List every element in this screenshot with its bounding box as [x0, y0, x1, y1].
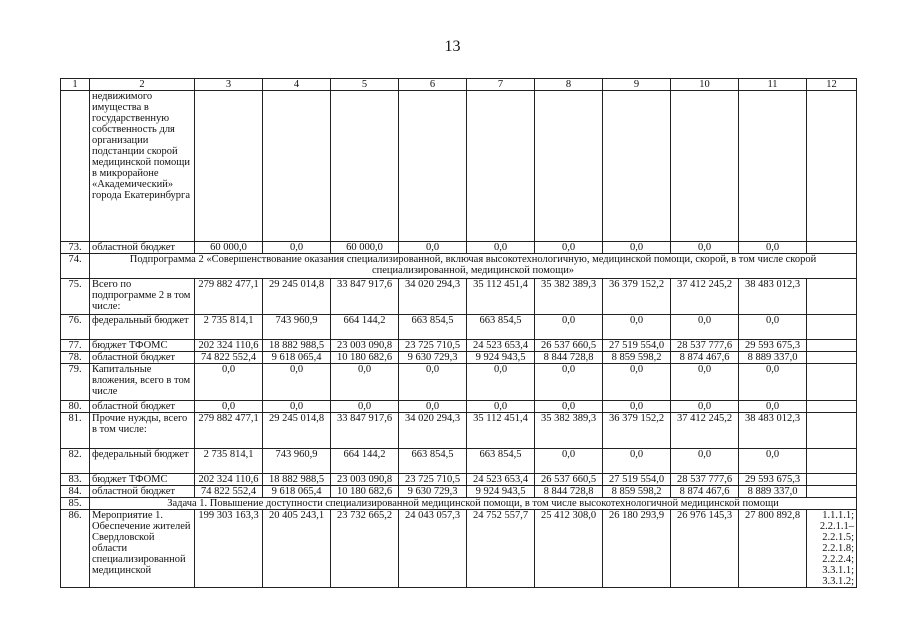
column-header: 2 [90, 79, 195, 91]
value-cell: 0,0 [263, 242, 331, 254]
value-cell: 0,0 [671, 401, 739, 413]
value-cell: 0,0 [739, 401, 807, 413]
target-reference [807, 364, 857, 401]
value-cell [263, 91, 331, 242]
page-number: 13 [444, 38, 461, 55]
value-cell: 34 020 294,3 [399, 413, 467, 449]
value-cell: 0,0 [603, 364, 671, 401]
value-cell: 0,0 [467, 242, 535, 254]
value-cell [331, 91, 399, 242]
row-number [61, 91, 90, 242]
column-header: 7 [467, 79, 535, 91]
table-row [61, 352, 857, 364]
value-cell: 24 043 057,3 [399, 510, 467, 588]
value-cell: 0,0 [603, 315, 671, 340]
table-row [61, 413, 857, 449]
row-label: бюджет ТФОМС [90, 474, 195, 486]
value-cell: 0,0 [399, 242, 467, 254]
table-row [61, 449, 857, 474]
value-cell [399, 91, 467, 242]
value-cell: 0,0 [535, 242, 603, 254]
value-cell: 23 003 090,8 [331, 340, 399, 352]
value-cell: 38 483 012,3 [739, 279, 807, 315]
row-number: 75. [61, 279, 90, 315]
target-reference [807, 413, 857, 449]
value-cell: 0,0 [331, 401, 399, 413]
row-number: 83. [61, 474, 90, 486]
value-cell: 0,0 [535, 449, 603, 474]
table-row [61, 510, 857, 588]
value-cell: 8 874 467,6 [671, 486, 739, 498]
value-cell: 279 882 477,1 [195, 279, 263, 315]
row-number: 81. [61, 413, 90, 449]
value-cell: 23 003 090,8 [331, 474, 399, 486]
value-cell [467, 91, 535, 242]
value-cell: 37 412 245,2 [671, 413, 739, 449]
row-number: 78. [61, 352, 90, 364]
value-cell: 0,0 [739, 242, 807, 254]
target-reference [807, 315, 857, 340]
table-row [61, 498, 857, 510]
budget-table [60, 78, 857, 588]
value-cell: 26 537 660,5 [535, 340, 603, 352]
target-reference: 1.1.1.1; 2.2.1.1– 2.2.1.5; 2.2.1.8; 2.2.2.4; 3.3.1.1; 3.3.1.2; [807, 510, 857, 588]
target-reference [807, 340, 857, 352]
value-cell: 9 630 729,3 [399, 486, 467, 498]
value-cell: 9 924 943,5 [467, 486, 535, 498]
value-cell: 0,0 [603, 449, 671, 474]
value-cell: 35 382 389,3 [535, 413, 603, 449]
column-header: 4 [263, 79, 331, 91]
value-cell: 10 180 682,6 [331, 486, 399, 498]
value-cell: 33 847 917,6 [331, 413, 399, 449]
value-cell: 27 519 554,0 [603, 340, 671, 352]
value-cell: 664 144,2 [331, 449, 399, 474]
value-cell: 0,0 [195, 401, 263, 413]
value-cell: 9 630 729,3 [399, 352, 467, 364]
value-cell: 8 874 467,6 [671, 352, 739, 364]
row-number: 84. [61, 486, 90, 498]
value-cell: 0,0 [535, 364, 603, 401]
value-cell: 35 112 451,4 [467, 279, 535, 315]
row-number: 82. [61, 449, 90, 474]
value-cell: 8 859 598,2 [603, 486, 671, 498]
value-cell: 663 854,5 [399, 449, 467, 474]
value-cell: 743 960,9 [263, 315, 331, 340]
value-cell: 20 405 243,1 [263, 510, 331, 588]
table-row [61, 315, 857, 340]
row-label: областной бюджет [90, 242, 195, 254]
value-cell: 8 889 337,0 [739, 486, 807, 498]
value-cell: 9 924 943,5 [467, 352, 535, 364]
value-cell: 202 324 110,6 [195, 340, 263, 352]
value-cell: 664 144,2 [331, 315, 399, 340]
value-cell: 60 000,0 [195, 242, 263, 254]
row-number: 74. [61, 254, 90, 279]
value-cell [603, 91, 671, 242]
table-row [61, 279, 857, 315]
value-cell: 26 537 660,5 [535, 474, 603, 486]
value-cell: 29 245 014,8 [263, 413, 331, 449]
table-row [61, 474, 857, 486]
value-cell [671, 91, 739, 242]
value-cell: 743 960,9 [263, 449, 331, 474]
value-cell: 74 822 552,4 [195, 486, 263, 498]
section-heading: Задача 1. Повышение доступности специализированной медицинской помощи, в том числе высокотехнологичной медицинской помощи [90, 498, 857, 510]
value-cell: 25 412 308,0 [535, 510, 603, 588]
section-heading: Подпрограмма 2 «Совершенствование оказания специализированной, включая высокотехнологичную, медицинской помощи, скорой, в том числе скорой специализированной, медицинской помощи» [90, 254, 857, 279]
value-cell: 35 112 451,4 [467, 413, 535, 449]
value-cell [739, 91, 807, 242]
value-cell [535, 91, 603, 242]
row-label: бюджет ТФОМС [90, 340, 195, 352]
value-cell: 29 245 014,8 [263, 279, 331, 315]
value-cell: 28 537 777,6 [671, 474, 739, 486]
value-cell: 37 412 245,2 [671, 279, 739, 315]
value-cell: 26 976 145,3 [671, 510, 739, 588]
value-cell: 34 020 294,3 [399, 279, 467, 315]
value-cell: 0,0 [535, 315, 603, 340]
value-cell: 8 889 337,0 [739, 352, 807, 364]
value-cell: 202 324 110,6 [195, 474, 263, 486]
value-cell: 0,0 [671, 364, 739, 401]
table-row [61, 242, 857, 254]
row-label: областной бюджет [90, 486, 195, 498]
value-cell: 18 882 988,5 [263, 474, 331, 486]
table-row [61, 401, 857, 413]
value-cell: 0,0 [739, 449, 807, 474]
table-row [61, 91, 857, 242]
value-cell: 9 618 065,4 [263, 486, 331, 498]
value-cell: 0,0 [467, 401, 535, 413]
row-number: 73. [61, 242, 90, 254]
value-cell: 26 180 293,9 [603, 510, 671, 588]
value-cell: 279 882 477,1 [195, 413, 263, 449]
row-label: областной бюджет [90, 401, 195, 413]
value-cell: 0,0 [739, 315, 807, 340]
value-cell: 60 000,0 [331, 242, 399, 254]
value-cell: 2 735 814,1 [195, 449, 263, 474]
value-cell: 28 537 777,6 [671, 340, 739, 352]
value-cell: 33 847 917,6 [331, 279, 399, 315]
table-row [61, 340, 857, 352]
value-cell: 0,0 [399, 401, 467, 413]
value-cell: 23 725 710,5 [399, 474, 467, 486]
target-reference [807, 401, 857, 413]
row-label: федеральный бюджет [90, 449, 195, 474]
row-label: Прочие нужды, всего в том числе: [90, 413, 195, 449]
value-cell [195, 91, 263, 242]
table-row [61, 254, 857, 279]
value-cell: 0,0 [467, 364, 535, 401]
value-cell: 74 822 552,4 [195, 352, 263, 364]
table-row [61, 486, 857, 498]
column-header: 9 [603, 79, 671, 91]
target-reference [807, 242, 857, 254]
row-number: 80. [61, 401, 90, 413]
row-label: федеральный бюджет [90, 315, 195, 340]
value-cell: 29 593 675,3 [739, 340, 807, 352]
target-reference [807, 449, 857, 474]
row-number: 77. [61, 340, 90, 352]
row-label: недвижимого имущества в государственную собственность для организации подстанции скорой медицинской помощи в микрорайоне «Академический» города Екатеринбурга [90, 91, 195, 242]
value-cell: 663 854,5 [467, 449, 535, 474]
target-reference [807, 474, 857, 486]
value-cell: 0,0 [535, 401, 603, 413]
row-label: областной бюджет [90, 352, 195, 364]
value-cell: 8 844 728,8 [535, 352, 603, 364]
row-number: 85. [61, 498, 90, 510]
row-label: Мероприятие 1. Обеспечение жителей Свердловской области специализированной медицинской [90, 510, 195, 588]
row-number: 79. [61, 364, 90, 401]
value-cell: 23 732 665,2 [331, 510, 399, 588]
value-cell: 9 618 065,4 [263, 352, 331, 364]
value-cell: 24 752 557,7 [467, 510, 535, 588]
value-cell: 2 735 814,1 [195, 315, 263, 340]
target-reference [807, 279, 857, 315]
table-row [61, 364, 857, 401]
row-label: Капитальные вложения, всего в том числе [90, 364, 195, 401]
value-cell: 0,0 [263, 401, 331, 413]
value-cell: 35 382 389,3 [535, 279, 603, 315]
column-header: 11 [739, 79, 807, 91]
value-cell: 36 379 152,2 [603, 279, 671, 315]
value-cell: 0,0 [603, 242, 671, 254]
value-cell: 8 844 728,8 [535, 486, 603, 498]
value-cell: 23 725 710,5 [399, 340, 467, 352]
value-cell: 24 523 653,4 [467, 340, 535, 352]
column-header: 3 [195, 79, 263, 91]
value-cell: 0,0 [263, 364, 331, 401]
value-cell: 0,0 [195, 364, 263, 401]
column-header: 8 [535, 79, 603, 91]
value-cell: 0,0 [671, 449, 739, 474]
target-reference [807, 91, 857, 242]
row-number: 86. [61, 510, 90, 588]
column-header: 6 [399, 79, 467, 91]
column-header: 12 [807, 79, 857, 91]
header-row [61, 79, 857, 91]
value-cell: 10 180 682,6 [331, 352, 399, 364]
value-cell: 199 303 163,3 [195, 510, 263, 588]
value-cell: 38 483 012,3 [739, 413, 807, 449]
value-cell: 0,0 [331, 364, 399, 401]
value-cell: 24 523 653,4 [467, 474, 535, 486]
column-header: 1 [61, 79, 90, 91]
target-reference [807, 486, 857, 498]
value-cell: 8 859 598,2 [603, 352, 671, 364]
value-cell: 0,0 [603, 401, 671, 413]
value-cell: 18 882 988,5 [263, 340, 331, 352]
value-cell: 663 854,5 [467, 315, 535, 340]
value-cell: 0,0 [671, 315, 739, 340]
value-cell: 0,0 [671, 242, 739, 254]
value-cell: 36 379 152,2 [603, 413, 671, 449]
value-cell: 27 800 892,8 [739, 510, 807, 588]
target-reference [807, 352, 857, 364]
value-cell: 663 854,5 [399, 315, 467, 340]
column-header: 5 [331, 79, 399, 91]
column-header: 10 [671, 79, 739, 91]
row-label: Всего по подпрограмме 2 в том числе: [90, 279, 195, 315]
value-cell: 0,0 [399, 364, 467, 401]
value-cell: 27 519 554,0 [603, 474, 671, 486]
value-cell: 29 593 675,3 [739, 474, 807, 486]
value-cell: 0,0 [739, 364, 807, 401]
row-number: 76. [61, 315, 90, 340]
